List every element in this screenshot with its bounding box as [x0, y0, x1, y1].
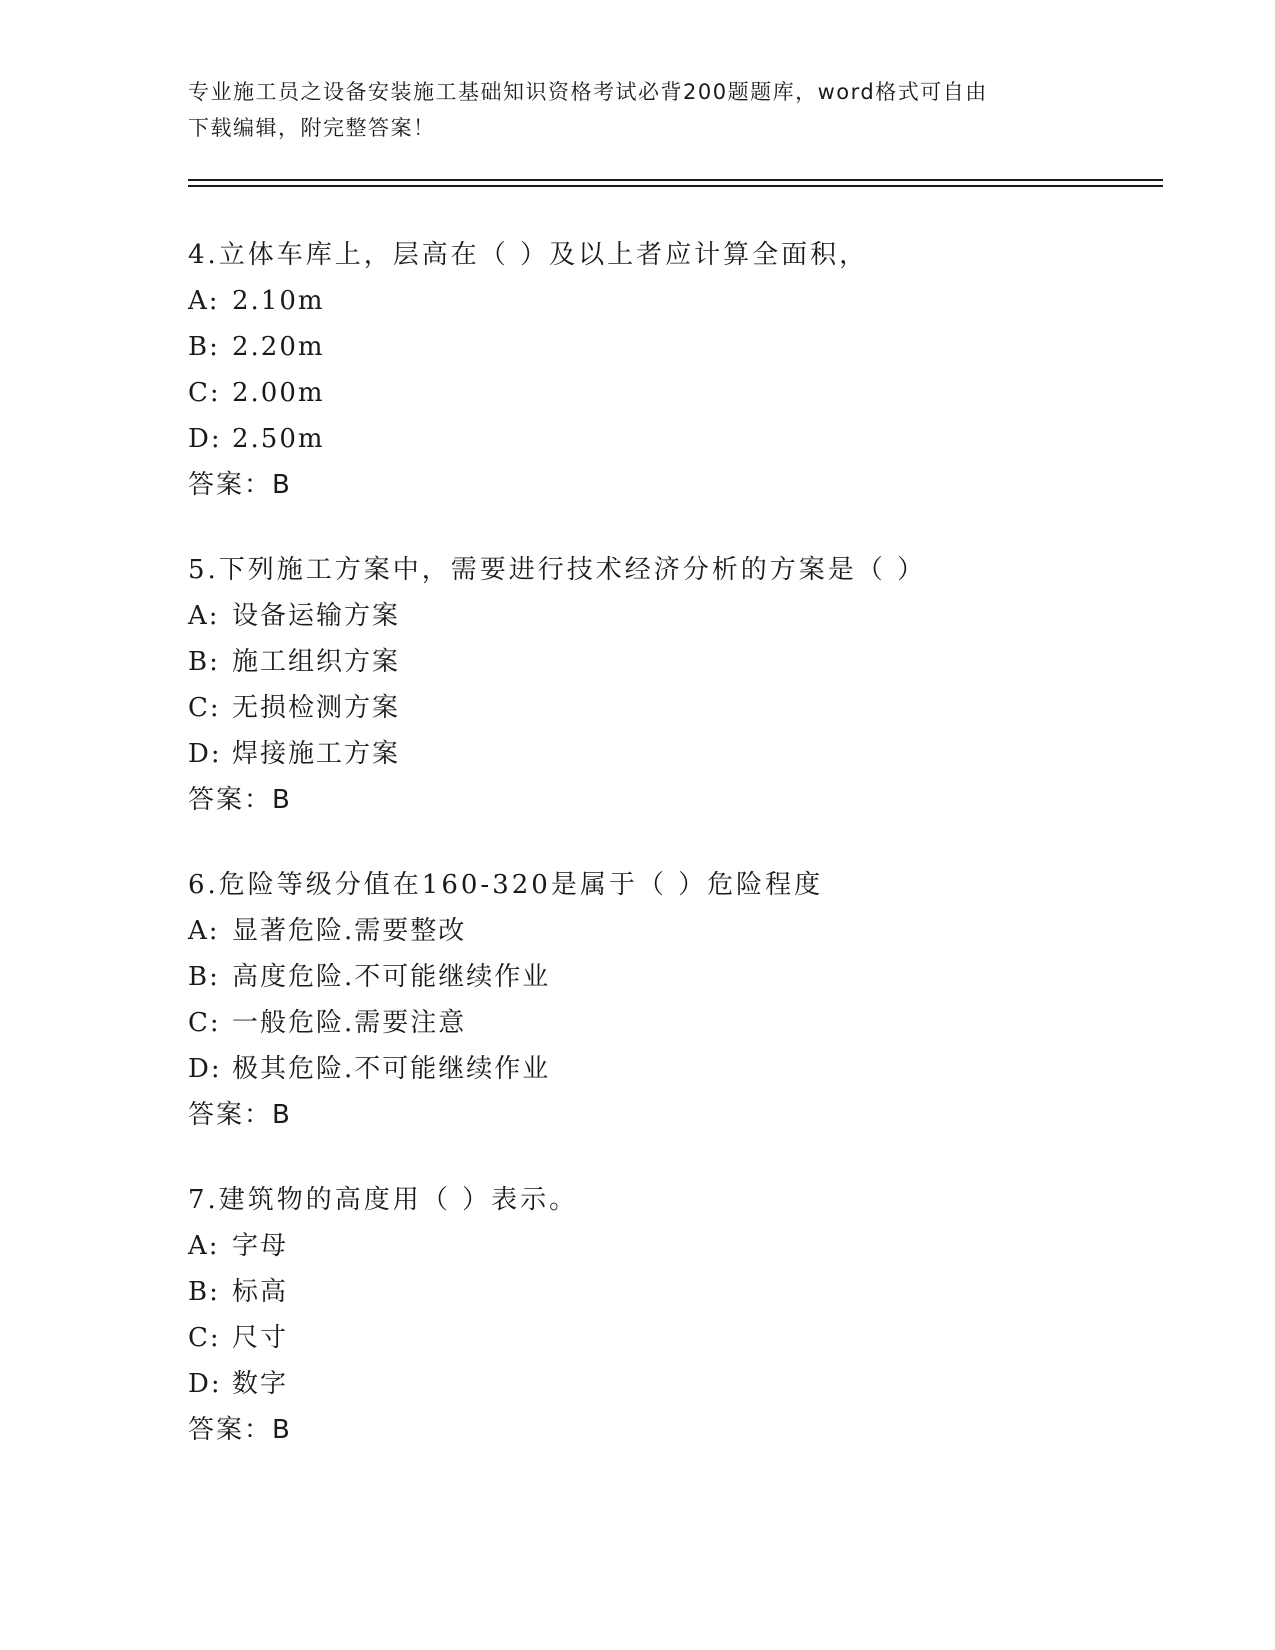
- option-text: 尺寸: [232, 1323, 289, 1353]
- option-b: [188, 639, 1158, 685]
- option-letter: A:: [188, 1231, 220, 1261]
- option-d: [188, 731, 1158, 777]
- option-text: 2.00m: [232, 378, 325, 408]
- option-letter: A:: [188, 916, 220, 946]
- question-block: [188, 862, 1158, 1138]
- option-text: 标高: [232, 1277, 289, 1307]
- answer-text: 答案：B: [188, 470, 292, 500]
- option-c: [188, 1000, 1158, 1046]
- question-text: 4.立体车库上，层高在（ ）及以上者应计算全面积，: [188, 240, 869, 270]
- option-text: 设备运输方案: [232, 601, 401, 631]
- option-letter: C:: [188, 1323, 221, 1353]
- option-b: [188, 1269, 1158, 1315]
- option-text: 无损检测方案: [232, 693, 401, 723]
- question-text: 7.建筑物的高度用（ ）表示。: [188, 1185, 579, 1215]
- question-block: [188, 547, 1158, 823]
- option-letter: D:: [188, 1369, 222, 1399]
- option-a: [188, 278, 1158, 324]
- option-text: 施工组织方案: [232, 647, 401, 677]
- option-d: [188, 1361, 1158, 1407]
- header-divider-bottom: [188, 185, 1163, 187]
- option-a: [188, 593, 1158, 639]
- option-text: 焊接施工方案: [232, 739, 401, 769]
- option-text: 一般危险.需要注意: [232, 1008, 467, 1038]
- option-letter: C:: [188, 378, 221, 408]
- answer-text: 答案：B: [188, 785, 292, 815]
- option-letter: D:: [188, 739, 222, 769]
- option-letter: D:: [188, 1054, 222, 1084]
- option-b: [188, 954, 1158, 1000]
- option-text: 字母: [232, 1231, 289, 1261]
- option-text: 2.50m: [232, 424, 325, 454]
- header-line-1: 专业施工员之设备安装施工基础知识资格考试必背200题题库，word格式可自由: [188, 80, 988, 104]
- option-a: [188, 908, 1158, 954]
- option-letter: C:: [188, 693, 221, 723]
- option-letter: B:: [188, 332, 220, 362]
- option-a: [188, 1223, 1158, 1269]
- option-text: 高度危险.不可能继续作业: [232, 962, 551, 992]
- option-letter: D:: [188, 424, 222, 454]
- option-text: 极其危险.不可能继续作业: [232, 1054, 551, 1084]
- option-letter: A:: [188, 601, 220, 631]
- question-text: 5.下列施工方案中，需要进行技术经济分析的方案是（ ）: [188, 555, 927, 585]
- question-block: [188, 232, 1158, 508]
- option-c: [188, 685, 1158, 731]
- option-letter: B:: [188, 962, 220, 992]
- option-letter: B:: [188, 647, 220, 677]
- option-d: [188, 1046, 1158, 1092]
- header-line-2: 下载编辑，附完整答案！: [188, 116, 436, 140]
- option-letter: C:: [188, 1008, 221, 1038]
- option-text: 2.20m: [232, 332, 325, 362]
- option-letter: B:: [188, 1277, 220, 1307]
- option-c: [188, 370, 1158, 416]
- option-letter: A:: [188, 286, 220, 316]
- option-c: [188, 1315, 1158, 1361]
- option-text: 显著危险.需要整改: [232, 916, 467, 946]
- question-block: [188, 1177, 1158, 1453]
- option-text: 2.10m: [232, 286, 325, 316]
- answer-text: 答案：B: [188, 1415, 292, 1445]
- answer-text: 答案：B: [188, 1100, 292, 1130]
- question-text: 6.危险等级分值在160-320是属于（ ）危险程度: [188, 870, 824, 900]
- option-text: 数字: [232, 1369, 289, 1399]
- header-divider-top: [188, 179, 1163, 181]
- option-d: [188, 416, 1158, 462]
- option-b: [188, 324, 1158, 370]
- document-header: [188, 74, 1088, 146]
